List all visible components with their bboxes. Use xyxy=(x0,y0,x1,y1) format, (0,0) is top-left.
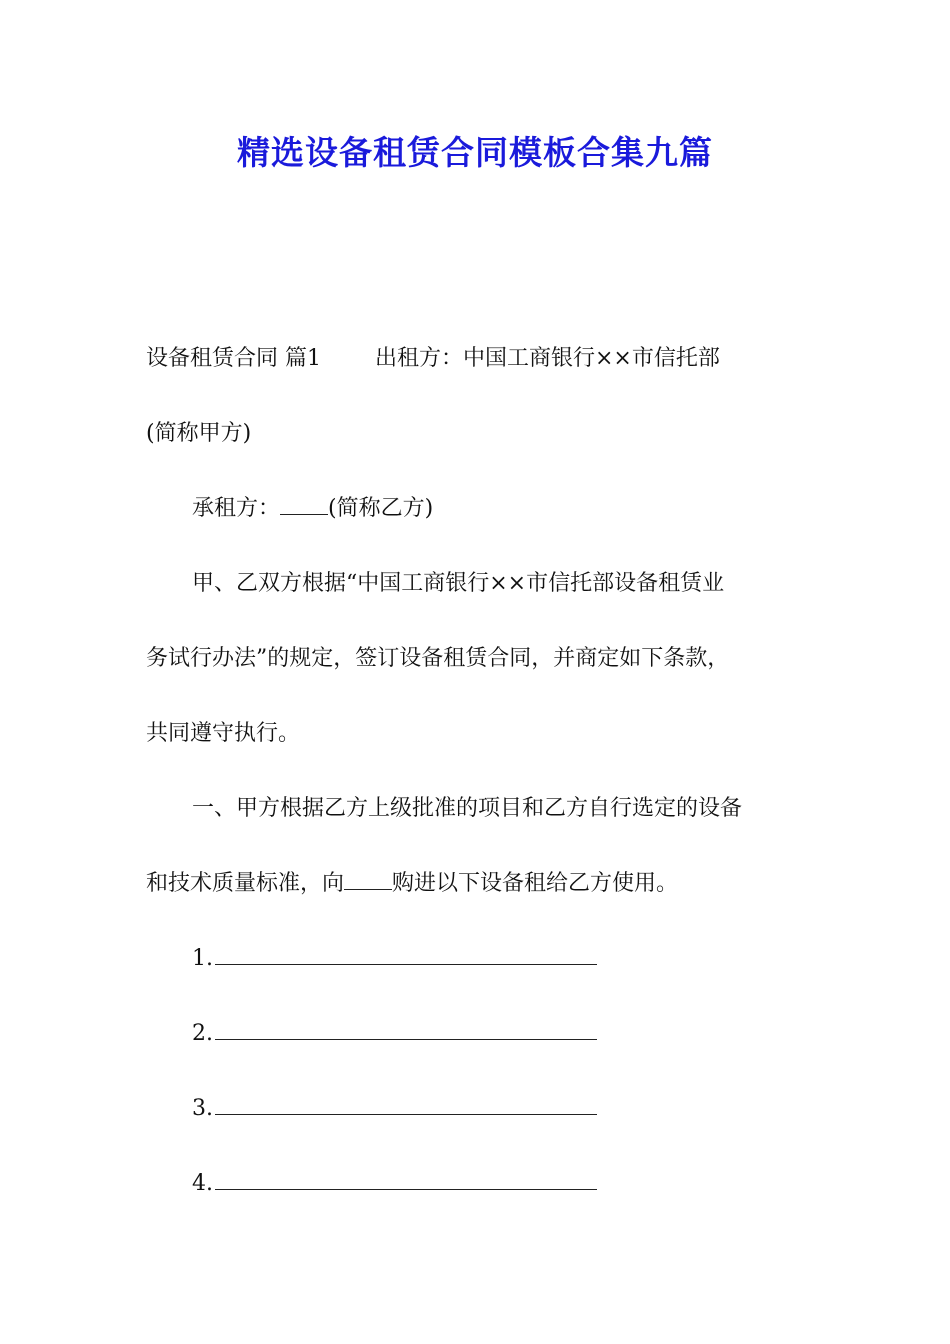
clause-1-line-2 xyxy=(146,869,816,899)
list-item-number: 2. xyxy=(192,1021,213,1046)
clause-1-text-b: 购进以下设备租给乙方使用。 xyxy=(392,871,679,896)
lessee-line xyxy=(192,494,862,524)
clause-1-text-a: 和技术质量标准，向 xyxy=(146,871,345,896)
list-item-blank[interactable] xyxy=(215,1094,597,1115)
paragraph-1-line-1: 甲、乙双方根据“中国工商银行××市信托部设备租赁业 xyxy=(192,571,725,596)
list-item-blank[interactable] xyxy=(215,1019,597,1040)
lessor-short: (简称甲方) xyxy=(146,421,252,446)
lessor-line: 出租方：中国工商银行××市信托部 xyxy=(375,346,720,371)
list-item-blank[interactable] xyxy=(215,944,597,965)
supplier-blank[interactable] xyxy=(344,871,392,890)
heading-line xyxy=(146,344,816,374)
clause-1-line-1: 一、甲方根据乙方上级批准的项目和乙方自行选定的设备 xyxy=(192,796,743,821)
list-item xyxy=(192,1019,862,1049)
paragraph-1-line-3: 共同遵守执行。 xyxy=(146,721,301,746)
list-item-number: 3. xyxy=(192,1096,213,1121)
list-item xyxy=(192,1169,862,1199)
lessee-blank[interactable] xyxy=(280,496,328,515)
list-item xyxy=(192,1094,862,1124)
list-item-number: 4. xyxy=(192,1171,213,1196)
list-item-number: 1. xyxy=(192,946,213,971)
page-title: 精选设备租赁合同模板合集九篇 xyxy=(237,133,713,172)
lessee-short: (简称乙方) xyxy=(328,496,434,521)
lessor-short-line xyxy=(146,419,816,449)
list-item-blank[interactable] xyxy=(215,1169,597,1190)
paragraph-1-line-2: 务试行办法”的规定，签订设备租赁合同，并商定如下条款， xyxy=(146,646,730,671)
list-item xyxy=(192,944,862,974)
lessee-label: 承租方： xyxy=(192,496,281,521)
section-heading: 设备租赁合同 篇1 xyxy=(146,346,321,371)
